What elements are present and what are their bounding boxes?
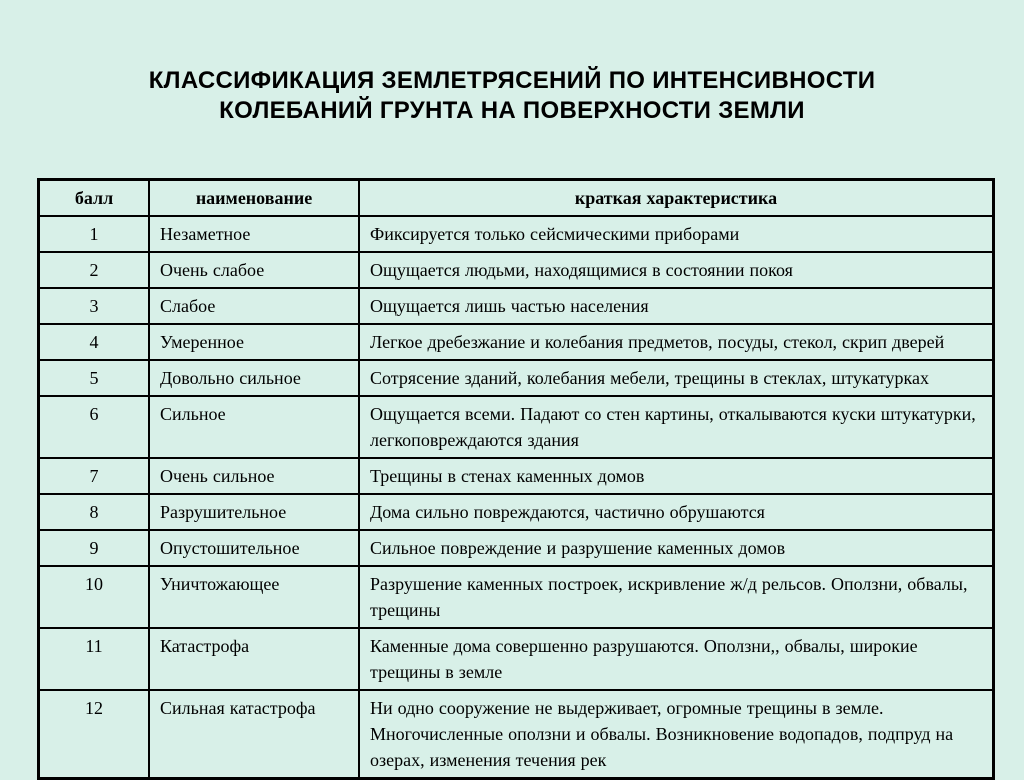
cell-description: Дома сильно повреждаются, частично обрушаются: [359, 494, 994, 530]
table-row: [39, 288, 994, 324]
cell-name: Очень слабое: [149, 252, 359, 288]
cell-description: Ни одно сооружение не выдерживает, огромные трещины в земле. Многочисленные оползни и обвалы. Возникновение водопадов, подпруд на озерах, изменения течения рек: [359, 690, 994, 779]
cell-score: 5: [39, 360, 150, 396]
table-row: [39, 216, 994, 252]
cell-description: Ощущается лишь частью населения: [359, 288, 994, 324]
column-header-description: краткая характеристика: [359, 180, 994, 217]
table-row: [39, 690, 994, 779]
cell-name: Опустошительное: [149, 530, 359, 566]
table-row: [39, 252, 994, 288]
table-header-row: [39, 180, 994, 217]
page-title: [0, 66, 1024, 126]
cell-name: Умеренное: [149, 324, 359, 360]
cell-name: Незаметное: [149, 216, 359, 252]
table-row: [39, 494, 994, 530]
cell-score: 12: [39, 690, 150, 779]
cell-name: Уничтожающее: [149, 566, 359, 628]
table-row: [39, 530, 994, 566]
column-header-score: балл: [39, 180, 150, 217]
cell-name: Катастрофа: [149, 628, 359, 690]
table-body: [39, 216, 994, 779]
table-row: [39, 628, 994, 690]
cell-name: Сильное: [149, 396, 359, 458]
cell-score: 9: [39, 530, 150, 566]
cell-score: 2: [39, 252, 150, 288]
cell-score: 8: [39, 494, 150, 530]
title-line-1: КЛАССИФИКАЦИЯ ЗЕМЛЕТРЯСЕНИЙ ПО ИНТЕНСИВНОСТИ: [148, 67, 876, 94]
table-row: [39, 566, 994, 628]
cell-description: Каменные дома совершенно разрушаются. Оползни,, обвалы, широкие трещины в земле: [359, 628, 994, 690]
cell-score: 1: [39, 216, 150, 252]
cell-description: Сотрясение зданий, колебания мебели, трещины в стеклах, штукатурках: [359, 360, 994, 396]
cell-description: Ощущается всеми. Падают со стен картины, откалываются куски штукатурки, легкоповреждаются здания: [359, 396, 994, 458]
cell-description: Разрушение каменных построек, искривление ж/д рельсов. Оползни, обвалы, трещины: [359, 566, 994, 628]
cell-name: Разрушительное: [149, 494, 359, 530]
cell-description: Ощущается людьми, находящимися в состоянии покоя: [359, 252, 994, 288]
cell-description: Легкое дребезжание и колебания предметов, посуды, стекол, скрип дверей: [359, 324, 994, 360]
cell-score: 6: [39, 396, 150, 458]
table-row: [39, 396, 994, 458]
cell-name: Довольно сильное: [149, 360, 359, 396]
cell-name: Сильная катастрофа: [149, 690, 359, 779]
cell-name: Слабое: [149, 288, 359, 324]
cell-score: 11: [39, 628, 150, 690]
table-row: [39, 324, 994, 360]
earthquake-intensity-table: [37, 178, 995, 780]
table-row: [39, 458, 994, 494]
cell-score: 3: [39, 288, 150, 324]
cell-name: Очень сильное: [149, 458, 359, 494]
cell-score: 4: [39, 324, 150, 360]
cell-description: Трещины в стенах каменных домов: [359, 458, 994, 494]
title-line-2: КОЛЕБАНИЙ ГРУНТА НА ПОВЕРХНОСТИ ЗЕМЛИ: [219, 97, 805, 124]
column-header-name: наименование: [149, 180, 359, 217]
table-row: [39, 360, 994, 396]
cell-description: Сильное повреждение и разрушение каменных домов: [359, 530, 994, 566]
cell-score: 10: [39, 566, 150, 628]
cell-score: 7: [39, 458, 150, 494]
cell-description: Фиксируется только сейсмическими приборами: [359, 216, 994, 252]
